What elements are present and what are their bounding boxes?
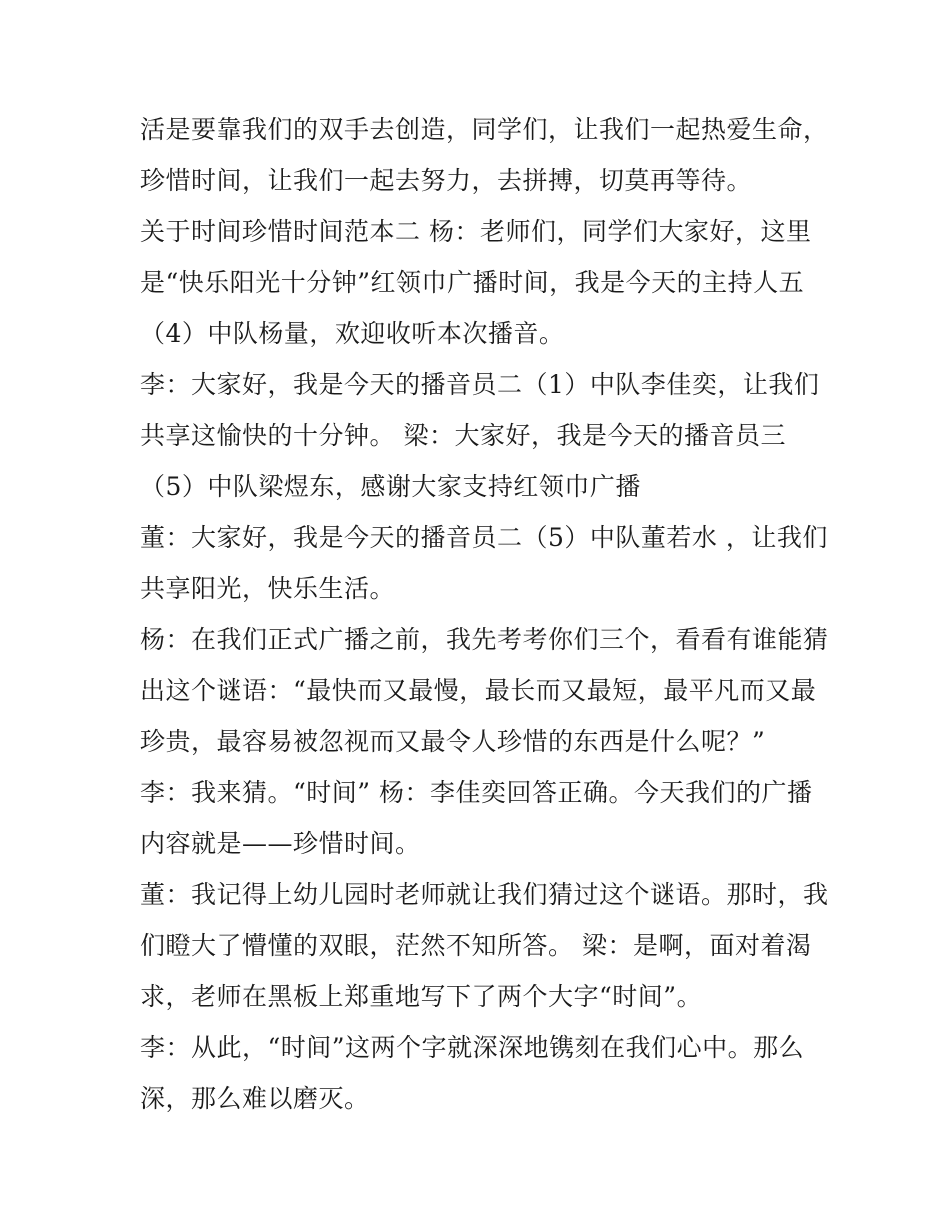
text-line: 们瞪大了懵懂的双眼，茫然不知所答。 梁：是啊，面对着渴 — [140, 931, 812, 960]
text-line: 是“快乐阳光十分钟”红领巾广播时间，我是今天的主持人五 — [140, 268, 805, 297]
text-line: 关于时间珍惜时间范本二 杨：老师们，同学们大家好，这里 — [140, 217, 812, 246]
text-line: （4）中队杨量，欢迎收听本次播音。 — [140, 319, 565, 348]
text-line: 深，那么难以磨灭。 — [140, 1084, 370, 1113]
text-line: 董：我记得上幼儿园时老师就让我们猜过这个谜语。那时，我 — [140, 880, 829, 909]
text-line: 珍贵，最容易被忽视而又最令人珍惜的东西是什么呢？” — [140, 727, 766, 756]
text-line: 共享这愉快的十分钟。 梁：大家好，我是今天的播音员三 — [140, 421, 786, 450]
text-line: 董：大家好，我是今天的播音员二（5）中队董若水 ，让我们 — [140, 523, 828, 552]
text-line: 李：我来猜。“时间” 杨：李佳奕回答正确。今天我们的广播 — [140, 778, 813, 807]
text-line: 李：从此，“时间”这两个字就深深地镌刻在我们心中。那么 — [140, 1033, 805, 1062]
text-line: 李：大家好，我是今天的播音员二（1）中队李佳奕，让我们 — [140, 370, 820, 399]
text-line: 珍惜时间，让我们一起去努力，去拼搏，切莫再等待。 — [140, 166, 753, 195]
document-body — [140, 104, 829, 1124]
text-line: 出这个谜语：“最快而又最慢，最长而又最短，最平凡而又最 — [140, 676, 817, 705]
text-line: 求，老师在黑板上郑重地写下了两个大字“时间”。 — [140, 982, 703, 1011]
text-line: 杨：在我们正式广播之前，我先考考你们三个，看看有谁能猜 — [140, 625, 829, 654]
text-line: 内容就是——珍惜时间。 — [140, 829, 421, 858]
text-line: 活是要靠我们的双手去创造，同学们，让我们一起热爱生命， — [140, 115, 829, 144]
text-line: （5）中队梁煜东，感谢大家支持红领巾广播 — [140, 472, 641, 501]
text-line: 共享阳光，快乐生活。 — [140, 574, 396, 603]
